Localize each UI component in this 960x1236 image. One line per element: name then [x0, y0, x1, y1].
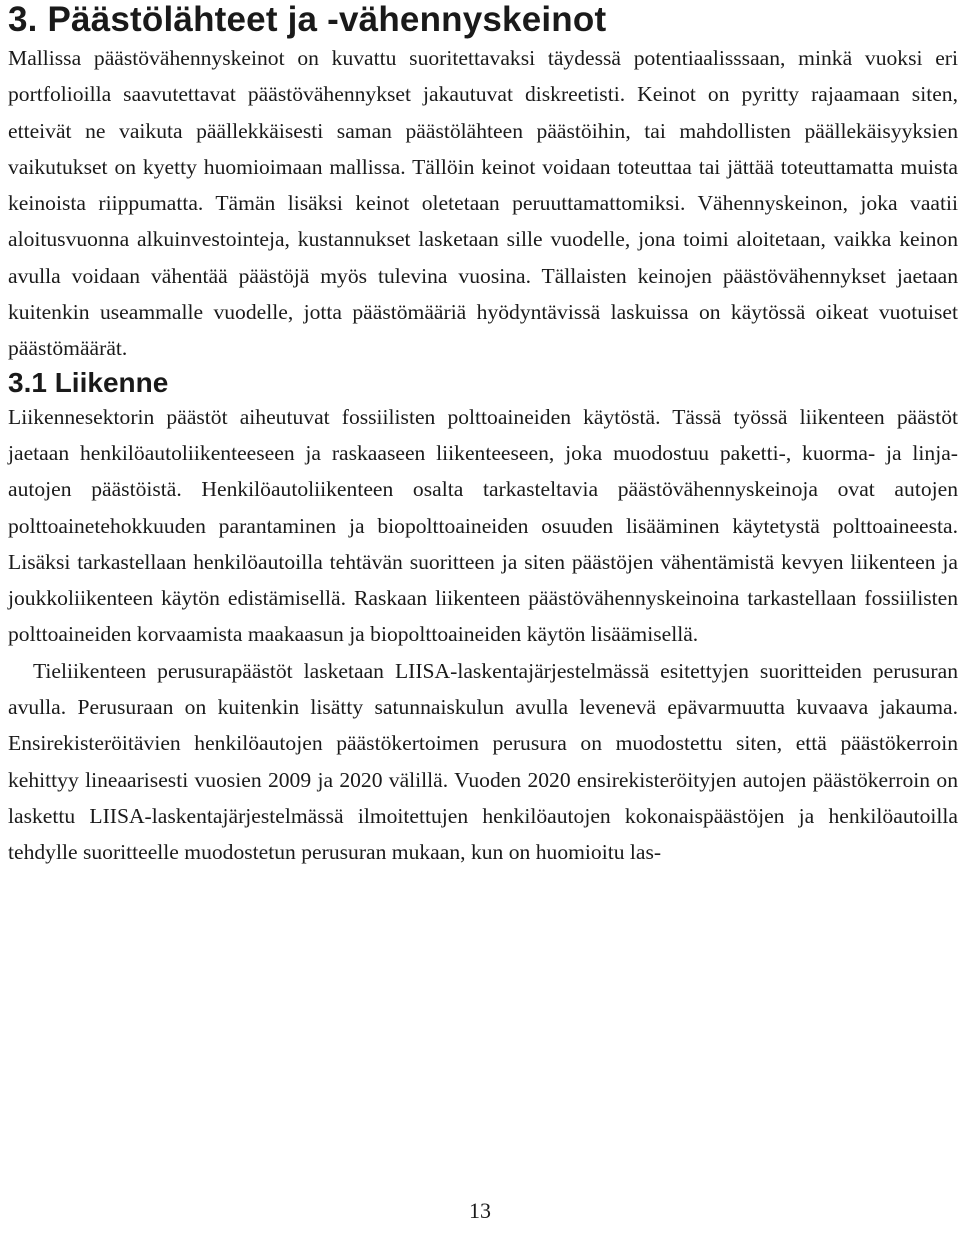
- section-paragraph: Mallissa päästövähennyskeinot on kuvattu suoritettavaksi täydessä potentiaalisssaan, minkä vuoksi eri portfolioilla saavutettavat päästövähennykset jakautuvat diskreetisti. Keinot on pyritty rajaamaan siten, etteivät ne vaikuta päällekkäisesti saman päästölähteen päästöihin, tai mahdollisten päällekäisyyksien vaikutukset on kyetty huomioimaan mallissa. Tällöin keinot voidaan toteuttaa tai jättää toteuttamatta muista keinoista riippumatta. Tämän lisäksi keinot oletetaan peruuttamattomiksi. Vähennyskeinon, joka vaatii aloitusvuonna alkuinvestointeja, kustannukset lasketaan sille vuodelle, jona toimi aloitetaan, vaikka keinon avulla voidaan vähentää päästöjä myös tulevina vuosina. Tällaisten keinojen päästövähennykset jaetaan kuitenkin useammalle vuodelle, jotta päästömääriä hyödyntävissä laskuissa on käytössä oikeat vuotuiset päästömäärät.: [8, 46, 958, 361]
- subsection-paragraph-2: Tieliikenteen perusurapäästöt lasketaan LIISA-laskentajärjestelmässä esitettyjen suoritteiden perusuran avulla. Perusuraan on kuitenkin lisätty satunnaiskulun avulla levenevä epävarmuutta kuvaava jakauma. Ensirekisteröitävien henkilöautojen päästökertoimen perusura on muodostettu siten, että päästökerroin kehittyy lineaarisesti vuosien 2009 ja 2020 välillä. Vuoden 2020 ensirekisteröityjen autojen päästökerroin on laskettu LIISA-laskentajärjestelmässä ilmoitettujen henkilöautojen kokonaispäästöjen ja henkilöautoilla tehdylle suoritteelle muodostetun perusuran mukaan, kun on huomioitu las-: [8, 658, 958, 865]
- subsection-paragraph-1: Liikennesektorin päästöt aiheutuvat fossiilisten polttoaineiden käytöstä. Tässä työssä liikenteen päästöt jaetaan henkilöautoliikenteeseen ja raskaaseen liikenteeseen, joka muodostuu paketti-, kuorma- ja linja-autojen päästöistä. Henkilöautoliikenteen osalta tarkasteltavia päästövähennyskeinoja ovat autojen polttoainetehokkuuden parantaminen ja biopolttoaineiden osuuden lisääminen käytetystä polttoaineesta. Lisäksi tarkastellaan henkilöautoilla tehtävän suoritteen ja siten päästöjen vähentämistä kevyen liikenteen ja joukkoliikenteen käytön edistämisellä. Raskaan liikenteen päästövähennyskeinoina tarkastellaan fossiilisten polttoaineiden korvaamista maakaasun ja biopolttoaineiden käytön lisäämisellä.: [8, 404, 958, 647]
- section-heading: 3. Päästölähteet ja -vähennyskeinot: [8, 0, 607, 39]
- page-number: 13: [469, 1198, 491, 1223]
- subsection-heading: 3.1 Liikenne: [8, 366, 169, 398]
- document-page: [8, 0, 958, 871]
